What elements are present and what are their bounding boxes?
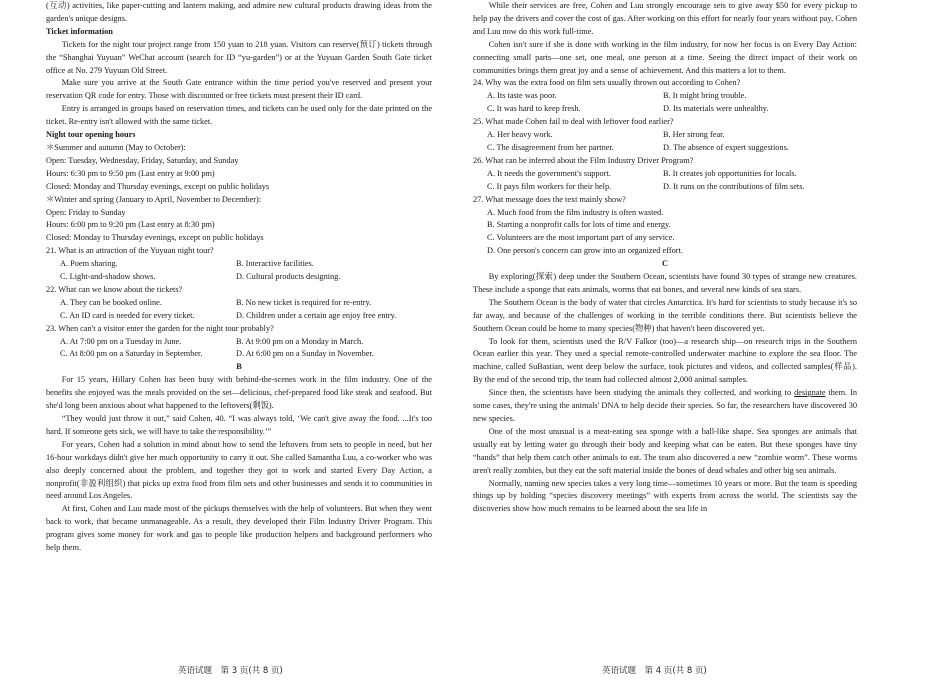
- option-d: D. Cultural products designing.: [236, 272, 341, 282]
- question-23-options: [60, 336, 432, 362]
- option-b: B. It creates job opportunities for locals.: [663, 168, 797, 178]
- option-b: B. No new ticket is required for re-entry.: [236, 297, 372, 307]
- option-a: A. Her heavy work.: [487, 130, 553, 140]
- option-d: D. At 6:00 pm on a Sunday in November.: [236, 349, 374, 359]
- right-column: [473, 0, 857, 516]
- option-d: D. One person's concern can grow into an organized effort.: [487, 246, 683, 256]
- question-25: 25. What made Cohen fail to deal with leftover food earlier?: [473, 117, 674, 127]
- option-c: C. The disagreement from her partner.: [487, 142, 614, 152]
- passage-c-paragraph-2: The Southern Ocean is the body of water that circles Antarctica. It's hard for scientists to study because it's so far away, and because of the challenges of working in the terrible conditions there. But scientists believe the Southern Ocean could be home to many species(物种) that haven't been discovered yet.: [473, 297, 857, 333]
- left-column: [46, 0, 432, 555]
- passage-b-paragraph-3: For years, Cohen had a solution in mind about how to send the leftovers from sets to people in need, but her 16-hour workdays didn't give her much opportunity to carry it out. She called Samantha Luu, a co-worker who was also deeply concerned about the problem, and together they got to work and started Every Day Action, a nonprofit(非盈利组织) that picks up extra food from film sets and other businesses and sends it to communities in need around Los Angeles.: [46, 439, 432, 501]
- question-21: 21. What is an attraction of the Yuyuan night tour?: [46, 246, 214, 256]
- option-d: D. The absence of expert suggestions.: [663, 142, 789, 152]
- summer-hours: Hours: 6:30 pm to 9:50 pm (Last entry at 9:00 pm): [46, 168, 215, 178]
- question-22-options: [60, 297, 432, 323]
- option-c: C. It pays film workers for their help.: [487, 181, 612, 191]
- ticket-paragraph-1: Tickets for the night tour project range from 150 yuan to 218 yuan. Visitors can reserve(预订) tickets through the “Shanghai Yuyuan” WeChat account (search for ID “yu-garden”) or at the Yuyuan Garden South Gate ticket office at No. 279 Yuyuan Old Street.: [46, 39, 432, 75]
- winter-season: ＊Winter and spring (January to April, November to December):: [46, 194, 262, 204]
- underlined-word: designate: [794, 388, 826, 398]
- ticket-info-heading: Ticket information: [46, 26, 113, 36]
- question-27-options: [487, 207, 857, 259]
- passage-b-paragraph-2: “They would just throw it out,” said Cohen, 40. “I was always told, ‘We can't give away the food. ...It's too hard. If someone gets sick, we will have to take the responsibility.’”: [46, 414, 432, 436]
- passage-c-paragraph-1: By exploring(探索) deep under the Southern Ocean, scientists have found 30 types of strange new creatures. These include a sponge that eats animals, worms that eat bones, and several new kinds of sea stars.: [473, 272, 857, 294]
- option-a: A. Its taste was poor.: [487, 91, 557, 101]
- question-24-options: [487, 90, 857, 116]
- option-b: B. Her strong fear.: [663, 130, 725, 140]
- paragraph-text: them. In some cases, they're using the animals' DNA to help decide their species. So far, the researchers have discovered 30 new species.: [473, 388, 857, 423]
- summer-closed: Closed: Monday and Thursday evenings, except on public holidays: [46, 181, 270, 191]
- passage-c-paragraph-4: [473, 387, 857, 426]
- paragraph-continuation: (互动) activities, like paper-cutting and lantern making, and admire new cultural products drawing ideas from the garden's unique designs.: [46, 1, 432, 23]
- option-c: C. Light-and-shadow shows.: [60, 272, 156, 282]
- option-c: C. Volunteers are the most important part of any service.: [487, 233, 675, 243]
- option-d: D. Children under a certain age enjoy free entry.: [236, 310, 397, 320]
- option-a: A. Poem sharing.: [60, 259, 118, 269]
- passage-c-paragraph-5: One of the most unusual is a meat-eating sea sponge with a ball-like shape. Sea sponges are animals that usually eat by letting water go through their body and keeping what can be eaten. But these sponges have tiny “hands” that help them catch other animals to eat. The team also discovered a new “zombie worm”. These worms aren't really zombies, but they eat the soft material inside the bones of dead whales and other big sea animals.: [473, 426, 857, 475]
- winter-closed: Closed: Monday to Thursday evenings, except on public holidays: [46, 233, 264, 243]
- option-b: B. It might bring trouble.: [663, 91, 747, 101]
- ticket-paragraph-3: Entry is arranged in groups based on reservation times, and tickets can be used only for the date printed on the ticket. Re-entry isn't allowed with the same ticket.: [46, 104, 432, 127]
- summer-season: ＊Summer and autumn (May to October):: [46, 142, 186, 152]
- option-b: B. Interactive facilities.: [236, 259, 314, 269]
- passage-b-paragraph-4: At first, Cohen and Luu made most of the pickups themselves with the help of volunteers. But when they went back to work, that became unmanageable. As a result, they developed their Film Industry Driver Program. This program gives some money for work and gas to people like production helpers and background performers who help them.: [46, 504, 432, 553]
- page-footer-right: 英语试题 第 4 页(共 8 页): [602, 666, 707, 676]
- opening-hours-heading: Night tour opening hours: [46, 130, 136, 140]
- question-24: 24. Why was the extra food on film sets usually thrown out according to Cohen?: [473, 78, 741, 88]
- section-c-heading: C: [662, 259, 668, 269]
- option-b: B. At 9:00 pm on a Monday in March.: [236, 336, 364, 346]
- question-23: 23. When can't a visitor enter the garden for the night tour probably?: [46, 323, 274, 333]
- winter-hours: Hours: 6:00 pm to 9:20 pm (Last entry at 8:30 pm): [46, 220, 215, 230]
- page-footer-left: 英语试题 第 3 页(共 8 页): [178, 666, 283, 676]
- question-22: 22. What can we know about the tickets?: [46, 284, 183, 294]
- question-25-options: [487, 129, 857, 155]
- paragraph-text: Since then, the scientists have been studying the animals they collected, and working to: [488, 388, 795, 398]
- section-b-heading: B: [236, 362, 242, 372]
- option-a: A. It needs the government's support.: [487, 168, 611, 178]
- ticket-paragraph-2: Make sure you arrive at the South Gate entrance within the time period you've reserved and present your reservation QR code for entry. Those with discounted or free tickets must present their ID card.: [46, 78, 432, 101]
- passage-c-paragraph-3: To look for them, scientists used the R/V Falkor (too)—a research ship—on research trips in the Southern Ocean earlier this year. They used a special remote-controlled underwater machine to explore the sea floor. The machine, called SuBastian, went deep below the surface, took pictures and videos, and collected samples(样品). By the end of the second trip, the team had collected almost 2,000 animal samples.: [473, 336, 857, 385]
- passage-b-paragraph-5: While their services are free, Cohen and Luu strongly encourage sets to give away $50 for every pickup to help pay the drivers and cover the cost of gas. After working on this effort for nearly four years without pay, Cohen and Luu now do this work full-time.: [473, 1, 857, 36]
- option-a: A. At 7:00 pm on a Tuesday in June.: [60, 336, 182, 346]
- passage-b-paragraph-6: Cohen isn't sure if she is done with working in the film industry, for now her focus is on Every Day Action: connecting small parts—one set, one meal, one person at a time. Seeing the direct impact of their work on communities brings them great joy and a sense of achievement. And this matters a lot to them.: [473, 39, 857, 75]
- option-c: C. It was hard to keep fresh.: [487, 104, 581, 114]
- option-c: C. At 8:00 pm on a Saturday in September.: [60, 349, 203, 359]
- winter-open-days: Open: Friday to Sunday: [46, 207, 126, 217]
- option-d: D. Its materials were unhealthy.: [663, 104, 769, 114]
- question-27: 27. What message does the text mainly show?: [473, 194, 626, 204]
- option-a: A. They can be booked online.: [60, 297, 162, 307]
- question-26-options: [487, 168, 857, 194]
- passage-c-paragraph-6: Normally, naming new species takes a very long time—sometimes 10 years or more. But the team is speeding things up by holding “species discovery meetings” with experts from across the world. The scientists say the discoveries show how much remains to be learned about the sea life in: [473, 478, 857, 514]
- option-d: D. It runs on the contributions of film sets.: [663, 181, 805, 191]
- question-26: 26. What can be inferred about the Film Industry Driver Program?: [473, 155, 694, 165]
- question-21-options: [60, 258, 432, 284]
- passage-b-paragraph-1: For 15 years, Hillary Cohen has been busy with behind-the-scenes work in the film industry. One of the benefits she enjoyed was the meals provided on the set—delicious, chef-prepared food like steak and seafood. But she'd long been anxious about what happened to the leftovers(剩饭).: [46, 375, 432, 411]
- option-c: C. An ID card is needed for every ticket.: [60, 310, 195, 320]
- summer-open-days: Open: Tuesday, Wednesday, Friday, Saturday, and Sunday: [46, 155, 239, 165]
- option-a: A. Much food from the film industry is often wasted.: [487, 207, 664, 217]
- option-b: B. Starting a nonprofit calls for lots of time and energy.: [487, 220, 671, 230]
